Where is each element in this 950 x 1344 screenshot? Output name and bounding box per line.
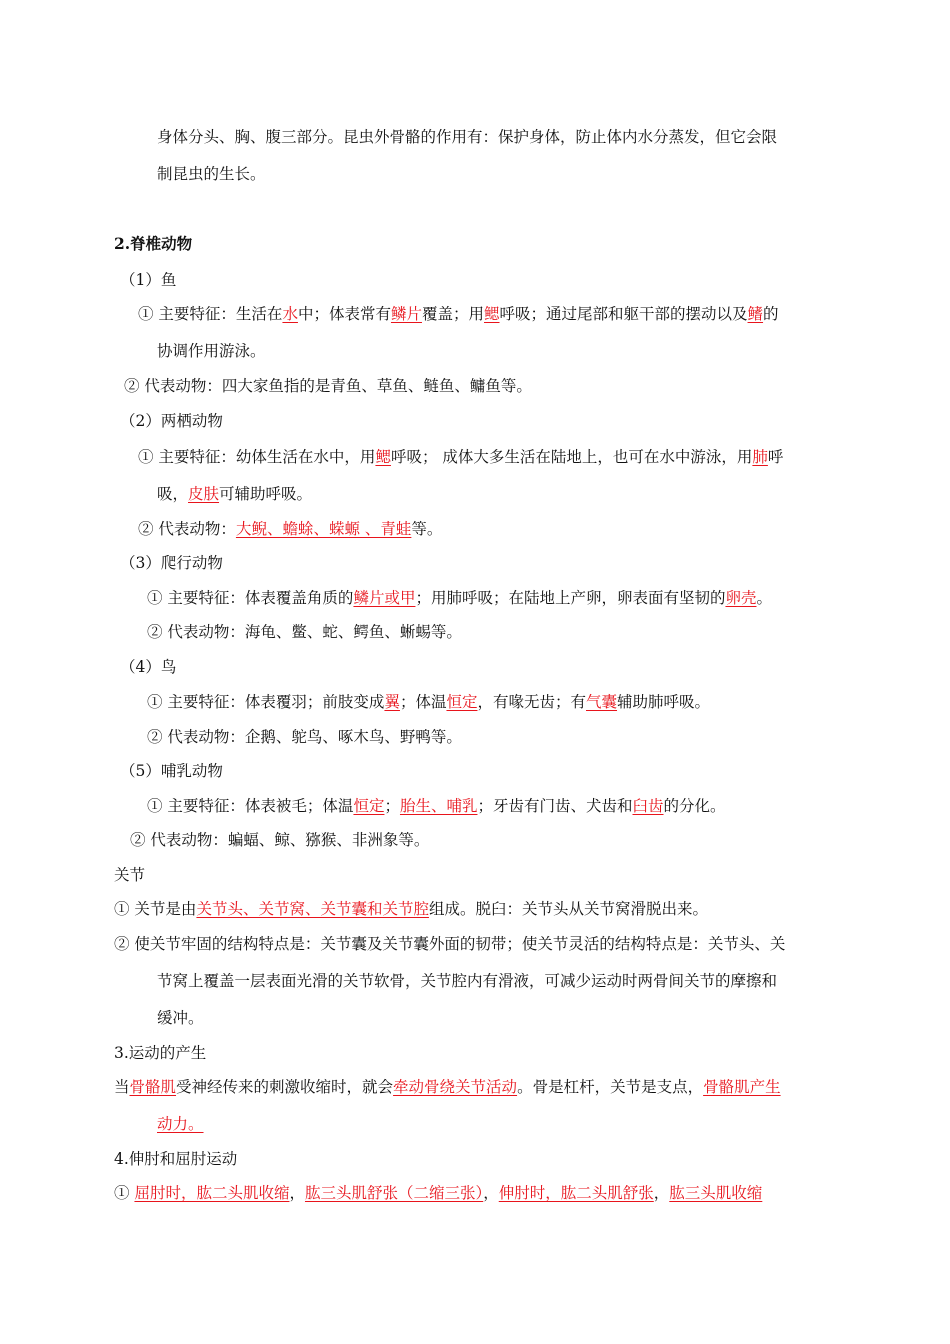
text: 吸，	[157, 485, 189, 503]
text-line	[157, 483, 312, 505]
answer-blank: 恒定	[353, 797, 385, 815]
answer-blank: 屈肘时，肱二头肌收缩	[134, 1184, 290, 1202]
text-line	[114, 1076, 781, 1098]
answer-blank: 牵动骨绕关节活动	[393, 1078, 518, 1096]
answer-blank: 肱三头肌收缩	[669, 1184, 763, 1202]
text: ① 关节是由	[114, 900, 197, 918]
heading-text: （5）哺乳动物	[120, 762, 223, 780]
text-line	[138, 303, 779, 325]
answer-blank: 胎生、哺乳	[399, 797, 478, 815]
text: 辅助肺呼吸。	[617, 693, 711, 711]
text: ；牙齿有门齿、犬齿和	[477, 797, 633, 815]
text: 呼吸；通过尾部和躯干部的摆动以及	[499, 305, 748, 323]
text: 身体分头、胸、腹三部分。昆虫外骨骼的作用有：保护身体，防止体内水分蒸发，但它会限	[157, 128, 778, 146]
heading-text: （3）爬行动物	[120, 554, 223, 572]
text: 组成。脱臼：关节头从关节窝滑脱出来。	[428, 900, 708, 918]
text: ② 代表动物：四大家鱼指的是青鱼、草鱼、鲢鱼、鳙鱼等。	[124, 377, 532, 395]
text: ② 使关节牢固的结构特点是：关节囊及关节囊外面的韧带；使关节灵活的结构特点是：关节头、关	[114, 935, 786, 953]
heading-text: 关节	[114, 866, 146, 884]
answer-blank: 伸肘时，肱二头肌舒张	[498, 1184, 654, 1202]
text: 的分化。	[663, 797, 726, 815]
answer-blank: 骨骼肌产生	[703, 1078, 781, 1096]
text: ，有喙无齿；有	[477, 693, 586, 711]
text: ① 主要特征：体表覆羽；前肢变成	[147, 693, 385, 711]
answer-blank: 水	[282, 305, 298, 323]
answer-blank: 皮肤	[188, 485, 220, 503]
text: 呼吸； 成体大多生活在陆地上，也可在水中游泳，用	[390, 448, 753, 466]
answer-blank: 臼齿	[632, 797, 664, 815]
text: 。	[756, 589, 772, 607]
text-line	[157, 340, 266, 362]
text-line	[147, 795, 726, 817]
text-line	[114, 898, 708, 920]
subsection-heading	[120, 269, 176, 291]
text: ；用肺呼吸；在陆地上产卵，卵表面有坚韧的	[415, 589, 726, 607]
answer-blank: 翼	[384, 693, 400, 711]
text-line	[147, 691, 710, 713]
text: ，	[289, 1184, 305, 1202]
subsection-heading	[120, 552, 223, 574]
answer-blank: 关节头、关节窝、关节囊和关节腔	[196, 900, 429, 918]
heading-text: 4.伸肘和屈肘运动	[114, 1150, 238, 1168]
text: ① 主要特征：生活在	[138, 305, 283, 323]
text: ①	[114, 1184, 135, 1202]
text-line	[147, 621, 462, 643]
text-line	[147, 726, 462, 748]
answer-blank: 鳃	[375, 448, 391, 466]
answer-blank: 卵壳	[725, 589, 757, 607]
heading-text: （4）鸟	[120, 658, 177, 676]
heading-text: 2.脊椎动物	[114, 234, 193, 253]
text: ，	[483, 1184, 499, 1202]
text: 等。	[411, 520, 443, 538]
subsection-heading	[120, 760, 223, 782]
subsection-heading	[120, 410, 223, 432]
text-line	[157, 126, 777, 148]
text-line	[114, 933, 785, 955]
answer-blank: 鳞片	[390, 305, 422, 323]
heading-text: （1）鱼	[120, 271, 177, 289]
heading-text: 3.运动的产生	[114, 1044, 207, 1062]
text: ；	[384, 797, 400, 815]
text-line	[147, 587, 772, 609]
text: 缓冲。	[157, 1009, 204, 1027]
text: 协调作用游泳。	[157, 342, 266, 360]
answer-blank: 气囊	[586, 693, 618, 711]
text: ① 主要特征：体表被毛；体温	[147, 797, 354, 815]
text-line	[138, 446, 783, 468]
section-heading	[114, 864, 145, 886]
answer-blank: 鳞片或甲	[353, 589, 416, 607]
section-heading	[114, 1148, 237, 1170]
text: ① 主要特征：幼体生活在水中，用	[138, 448, 376, 466]
text: 当	[114, 1078, 130, 1096]
text: 节窝上覆盖一层表面光滑的关节软骨，关节腔内有滑液，可减少运动时两骨间关节的摩擦和	[157, 972, 778, 990]
text: ，	[653, 1184, 670, 1202]
text: ② 代表动物：	[138, 520, 236, 538]
section-heading	[114, 233, 192, 255]
text: ② 代表动物：蝙蝠、鲸、猕猴、非洲象等。	[130, 831, 430, 849]
answer-blank: 鳍	[747, 305, 764, 323]
heading-text: （2）两栖动物	[120, 412, 223, 430]
text: 。骨是杠杆，关节是支点，	[517, 1078, 704, 1096]
text: 的	[763, 305, 779, 323]
text: ；体温	[399, 693, 447, 711]
section-heading	[114, 1042, 206, 1064]
text: ② 代表动物：海龟、鳖、蛇、鳄鱼、蜥蜴等。	[147, 623, 462, 641]
text-line	[138, 518, 442, 540]
text-line	[157, 1007, 204, 1029]
answer-blank: 鳃	[484, 305, 500, 323]
text: 受神经传来的刺激收缩时，就会	[176, 1078, 394, 1096]
text: ① 主要特征：体表覆盖角质的	[147, 589, 354, 607]
text: ② 代表动物：企鹅、鸵鸟、啄木鸟、野鸭等。	[147, 728, 462, 746]
text-line	[157, 970, 777, 992]
text-line	[130, 829, 429, 851]
answer-blank: 肺	[752, 448, 768, 466]
text: 可辅助呼吸。	[219, 485, 313, 503]
text: 中；体表常有	[297, 305, 391, 323]
text: 覆盖；用	[421, 305, 484, 323]
subsection-heading	[120, 656, 176, 678]
answer-blank: 肱三头肌舒张（二缩三张）	[304, 1184, 484, 1202]
answer-blank: 恒定	[446, 693, 478, 711]
text-line	[124, 375, 532, 397]
text: 制昆虫的生长。	[157, 165, 266, 183]
answer-blank: 动力。	[157, 1115, 204, 1133]
text: 呼	[767, 448, 784, 466]
text-line	[157, 163, 266, 185]
text-line	[114, 1182, 762, 1204]
answer-blank: 骨骼肌	[129, 1078, 177, 1096]
answer-blank: 大鲵、蟾蜍、蝾螈 、青蛙	[235, 520, 412, 538]
text-line	[157, 1113, 204, 1135]
